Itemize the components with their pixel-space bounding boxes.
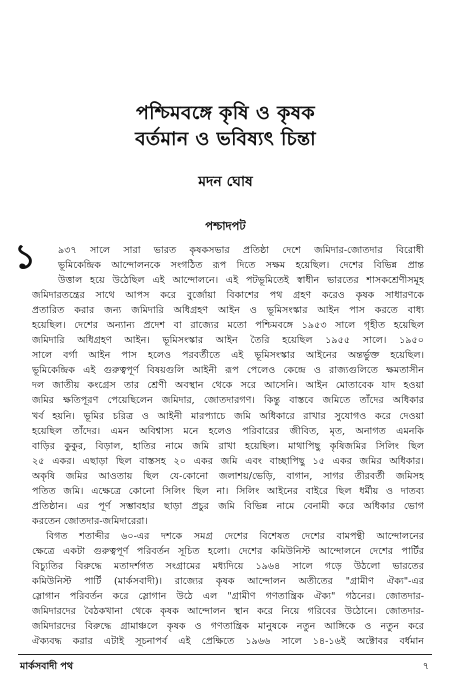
- body-line: ভূমিকেন্দ্রিক আন্দোলনকে সংগঠিত রূপ দিতে সক্ষম হয়েছিল। দেশের বিভিন্ন প্রান্ত: [58, 260, 424, 272]
- body-line: খর্ব হয়নি। ভূমির চরিত্র ও আইনী মারপ্যাচে জমি অধিকারে রাখার সুযোগও করে দেওয়া: [32, 410, 424, 422]
- body-line: বাড়ির কুকুর, বিড়াল, হাতির নামে জমি রাখা হয়েছিল। মাথাপিছু কৃষিজমির সিলিং ছিল: [32, 440, 424, 452]
- body-line: উত্তাল হয়ে উঠেছিল এই আন্দোলনে। এই পটভূমিতেই স্বাধীন ভারতের শাসকশ্রেণীসমূহ: [58, 275, 424, 287]
- body-line: জমিদারদের বৈঠকখানা থেকে কৃষক আন্দোলন স্থান করে নিয়ে গরিবের উঠোনে। জোতদার-: [32, 606, 424, 618]
- body-line: সালে বর্গা আইন পাস হলেও পরবর্তীতে এই ভূমিসংস্কার আইনের অন্তর্ভুক্ত হয়েছিল।: [32, 350, 424, 362]
- body-line: ক্ষেত্রে একটা গুরুত্বপূর্ণ পরিবর্তন সূচিত হলো। দেশের কমিউনিস্ট আন্দোলনে দেশের পার্টির: [32, 545, 424, 557]
- section-heading: পশ্চাদপট: [205, 219, 246, 233]
- body-line: হয়েছিল। দেশের অন্যান্য প্রদেশ বা রাজ্যের মতো পশ্চিমবঙ্গে ১৯৫৩ সালে গৃহীত হয়েছিল: [32, 320, 424, 332]
- drop-cap: ১: [14, 237, 37, 277]
- body-line: স্লোগান পরিবর্তন করে স্লোগান উঠে এল "গ্রামীণ গণতান্ত্রিক ঐক্য" গঠনের। জোতদার-: [32, 591, 424, 603]
- body-text: [32, 243, 424, 649]
- title-line-1: পশ্চিমবঙ্গে কৃষি ও কৃষক: [135, 102, 316, 124]
- page-number: ৭: [422, 661, 429, 672]
- journal-name: মার্কসবাদী পথ: [20, 661, 74, 672]
- body-line: কমিউনিস্ট পার্টি (মার্কসবাদী)। রাজ্যের কৃষক আন্দোলন অতীতের "গ্রামীণ ঐক্য"-এর: [32, 576, 424, 588]
- footer-rule: [18, 654, 432, 655]
- body-line: ২৫ একর। এছাড়া ছিল বাস্তসহ ২০ একর জমি এবং বাচ্ছাপিছু ১৫ একর জমির অধিকার।: [32, 455, 424, 467]
- author-name: মদন ঘোষ: [198, 174, 253, 190]
- body-line: পতিত জমি। এক্ষেত্রে কোনো সিলিং ছিল না। সিলিং আইনের বাইরে ছিল ধর্মীয় ও দাতব্য: [32, 485, 424, 497]
- body-line: ঐক্যবদ্ধ করার এটাই সূচনাপর্ব এই প্রেক্ষিতে ১৯৬৬ সালে ১৪-১৬ই অক্টোবর বর্ধমান: [32, 636, 424, 648]
- body-line: হয়েছিল তাঁদের। এমন অবিশ্বাস্য মনে হলেও পরিবারের জীবিত, মৃত, অনাগত এমনকি: [32, 425, 424, 437]
- body-line: বিচ্যুতির বিরুদ্ধে মতাদর্শগত সংগ্রামের মধ্যদিয়ে ১৯৬৪ সালে গড়ে উঠলো ভারতের: [32, 560, 424, 572]
- body-line: ৯৩৭ সালে সারা ভারত কৃষকসভার প্রতিষ্ঠা দেশে জমিদার-জোতদার বিরোধী: [58, 245, 424, 256]
- body-line: করতেন জোতদার-জমিদারেরা।: [32, 515, 148, 527]
- body-line: অকৃষি জমির আওতায় ছিল যে-কোনো জলাশয়/ভেড়ি, বাগান, সাগর তীরবর্তী জমিসহ: [32, 470, 424, 482]
- body-line: জমিদারদের বিরুদ্ধে গ্রামাঞ্চলে কৃষক ও গণতান্ত্রিক মানুষকে নতুন আঙ্গিকে ও নতুন করে: [32, 621, 424, 633]
- body-line: জমিদারি অধিগ্রহণ আইন। ভূমিসংস্কার আইন তৈরি হয়েছিল ১৯৫৫ সালে। ১৯৫০: [32, 335, 424, 347]
- body-line: ভূমিকেন্দ্রিক এই গুরুত্বপূর্ণ বিষয়গুলি আইনী রূপ পেলেও কেন্দ্রে ও রাজ্যগুলিতে ক্ষমতাসীন: [32, 365, 424, 377]
- title-line-2: বর্তমান ও ভবিষ্যৎ চিন্তা: [135, 128, 316, 150]
- body-line: বিগত শতাব্দীর ৬০-এর দশকে সমগ্র দেশের বিশেষত দেশের বামপন্থী আন্দোলনের: [46, 530, 424, 542]
- body-line: জমিদারতন্ত্রের সাথে আপস করে বুর্জোয়া বিকাশের পথ গ্রহণ করেও কৃষক সাধারণকে: [32, 290, 424, 302]
- body-line: প্রতিষ্ঠান। এর পূর্ণ সম্ভাবহার ছাড়া প্রচুর জমি বিভিন্ন নামে বেনামী করে অধিকার ভোগ: [32, 500, 424, 512]
- body-line: দল জাতীয় কংগ্রেস তার শ্রেণী অবস্থান থেকে সরে আসেনি। আইন মোতাবেক যাদ হওয়া: [32, 380, 424, 392]
- body-line: প্রতারিত করার জন্য জমিদারি অধিগ্রহণ আইন ও ভূমিসংস্কার আইন পাস করতে বাধ্য: [32, 305, 424, 317]
- body-line: জমির ক্ষতিপূরণ পেয়েছিলেন জমিদার, জোতদারগণ। কিন্তু বাস্তবে জমিতে তাঁদের অধিকার: [32, 395, 424, 407]
